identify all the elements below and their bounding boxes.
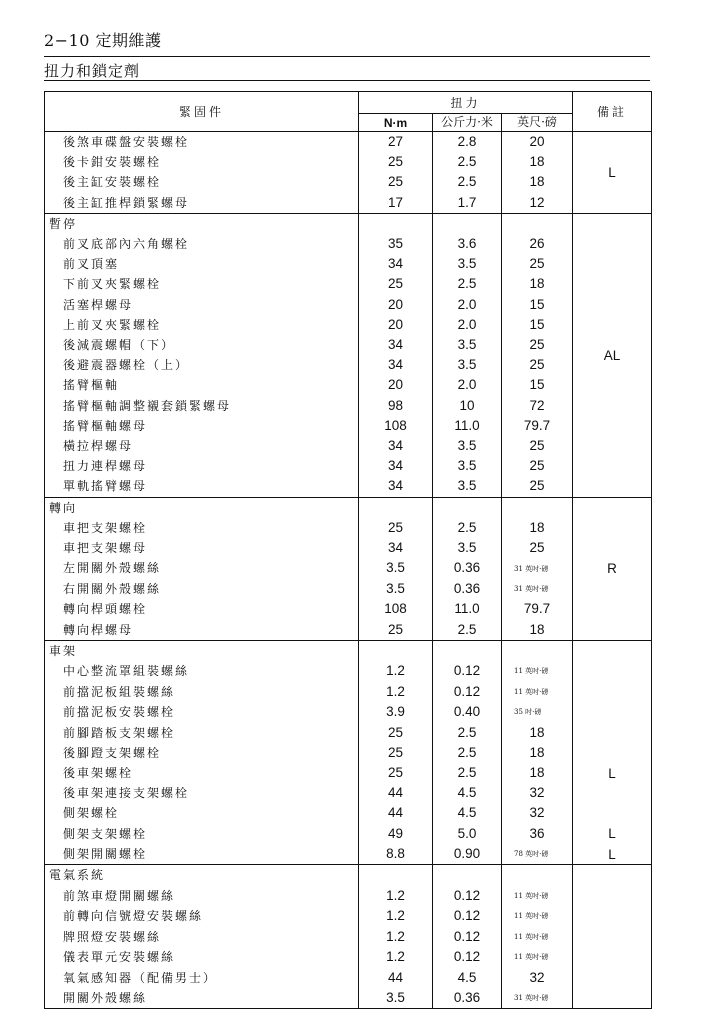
table-row: [45, 436, 652, 456]
torque-kgfm: 4.5: [433, 968, 502, 988]
fastener-name: 車把支架螺母: [45, 538, 359, 558]
torque-ftlb: [502, 558, 573, 579]
torque-nm: 44: [359, 803, 433, 823]
torque-table: [44, 91, 652, 1009]
torque-nm: 34: [359, 254, 433, 274]
empty-cell: [502, 497, 573, 518]
group-remark: [573, 865, 652, 1009]
torque-kgfm: 11.0: [433, 599, 502, 619]
fastener-name: 前叉頂塞: [45, 254, 359, 274]
torque-nm: 49: [359, 824, 433, 844]
torque-nm: 34: [359, 355, 433, 375]
torque-kgfm: 2.5: [433, 620, 502, 641]
torque-ftlb: [502, 702, 573, 723]
row-remark: L: [573, 844, 652, 865]
table-row: [45, 885, 652, 906]
torque-nm: 17: [359, 193, 433, 214]
torque-kgfm: 3.5: [433, 335, 502, 355]
torque-ftlb: 20: [502, 132, 573, 153]
fastener-name: 前腳踏板支架螺栓: [45, 723, 359, 743]
inch-pound-value: 11 英吋·磅: [514, 912, 549, 921]
fastener-name: 牌照燈安裝螺絲: [45, 927, 359, 948]
torque-ftlb: 72: [502, 396, 573, 416]
fastener-name: 轉向桿螺母: [45, 620, 359, 641]
torque-nm: 34: [359, 538, 433, 558]
table-row: [45, 803, 652, 823]
torque-nm: 3.5: [359, 579, 433, 600]
torque-kgfm: 0.12: [433, 661, 502, 682]
empty-cell: [359, 213, 433, 234]
torque-ftlb: [502, 988, 573, 1009]
table-row: [45, 172, 652, 192]
table-row: [45, 620, 652, 641]
fastener-name: 側架開關螺栓: [45, 844, 359, 865]
torque-kgfm: 0.36: [433, 558, 502, 579]
torque-nm: 1.2: [359, 906, 433, 927]
torque-kgfm: 2.5: [433, 274, 502, 294]
torque-nm: 34: [359, 436, 433, 456]
header-unit-nm: N·m: [359, 114, 433, 132]
row-remark: [573, 723, 652, 743]
torque-nm: 25: [359, 152, 433, 172]
torque-nm: 20: [359, 295, 433, 315]
torque-ftlb: 25: [502, 436, 573, 456]
table-row: [45, 968, 652, 988]
torque-kgfm: 2.5: [433, 518, 502, 538]
header-remarks: 備註: [573, 92, 652, 132]
torque-ftlb: 15: [502, 315, 573, 335]
table-row: [45, 295, 652, 315]
torque-nm: 25: [359, 723, 433, 743]
fastener-name: 前轉向信號燈安裝螺絲: [45, 906, 359, 927]
table-row: [45, 927, 652, 948]
fastener-name: 上前叉夾緊螺栓: [45, 315, 359, 335]
fastener-name: 側架螺栓: [45, 803, 359, 823]
torque-ftlb: 15: [502, 375, 573, 395]
row-remark: [573, 803, 652, 823]
fastener-name: 中心整流罩組裝螺絲: [45, 661, 359, 682]
fastener-name: 前煞車燈開關螺絲: [45, 885, 359, 906]
row-remark: L: [573, 763, 652, 783]
torque-kgfm: 5.0: [433, 824, 502, 844]
table-row: [45, 723, 652, 743]
empty-cell: [433, 213, 502, 234]
torque-kgfm: 2.5: [433, 723, 502, 743]
torque-ftlb: 25: [502, 476, 573, 497]
torque-ftlb: 25: [502, 538, 573, 558]
torque-nm: 35: [359, 234, 433, 254]
inch-pound-value: 35 吋·磅: [514, 708, 542, 717]
group-header-row: [45, 213, 652, 234]
torque-kgfm: 3.5: [433, 254, 502, 274]
empty-cell: [359, 640, 433, 661]
torque-kgfm: 2.8: [433, 132, 502, 153]
torque-ftlb: 18: [502, 152, 573, 172]
empty-cell: [433, 497, 502, 518]
row-remark: [573, 702, 652, 723]
fastener-name: 橫拉桿螺母: [45, 436, 359, 456]
header-unit-kgfm: 公斤力·米: [433, 114, 502, 132]
torque-ftlb: 15: [502, 295, 573, 315]
fastener-name: 前叉底部內六角螺栓: [45, 234, 359, 254]
torque-nm: 3.9: [359, 702, 433, 723]
table-row: [45, 661, 652, 682]
torque-nm: 44: [359, 968, 433, 988]
torque-kgfm: 0.12: [433, 681, 502, 702]
torque-ftlb: 25: [502, 355, 573, 375]
torque-nm: 25: [359, 743, 433, 763]
empty-cell: [502, 213, 573, 234]
torque-nm: 1.2: [359, 885, 433, 906]
torque-nm: 34: [359, 476, 433, 497]
fastener-name: 開關外殼螺絲: [45, 988, 359, 1009]
row-remark: [573, 743, 652, 763]
table-row: [45, 274, 652, 294]
table-row: [45, 234, 652, 254]
torque-kgfm: 3.5: [433, 476, 502, 497]
torque-nm: 108: [359, 599, 433, 619]
fastener-name: 後主缸推桿鎖緊螺母: [45, 193, 359, 214]
table-row: [45, 702, 652, 723]
torque-ftlb: 32: [502, 803, 573, 823]
torque-nm: 3.5: [359, 988, 433, 1009]
table-body: [45, 132, 652, 1009]
inch-pound-value: 31 英吋·磅: [514, 994, 549, 1003]
torque-nm: 27: [359, 132, 433, 153]
table-row: [45, 152, 652, 172]
fastener-name: 後腳蹬支架螺栓: [45, 743, 359, 763]
group-title: 電氣系統: [45, 865, 359, 886]
torque-nm: 25: [359, 763, 433, 783]
torque-kgfm: 0.12: [433, 947, 502, 968]
torque-nm: 1.2: [359, 661, 433, 682]
group-title: 轉向: [45, 497, 359, 518]
torque-nm: 44: [359, 783, 433, 803]
row-remark: [573, 783, 652, 803]
fastener-name: 前擋泥板安裝螺栓: [45, 702, 359, 723]
fastener-name: 後車架螺栓: [45, 763, 359, 783]
fastener-name: 左開關外殼螺絲: [45, 558, 359, 579]
torque-nm: 1.2: [359, 947, 433, 968]
group-title: 暫停: [45, 213, 359, 234]
fastener-name: 側架支架螺栓: [45, 824, 359, 844]
inch-pound-value: 11 英吋·磅: [514, 891, 549, 900]
torque-ftlb: [502, 579, 573, 600]
torque-ftlb: 26: [502, 234, 573, 254]
torque-ftlb: 25: [502, 335, 573, 355]
fastener-name: 後煞車碟盤安裝螺栓: [45, 132, 359, 153]
torque-kgfm: 1.7: [433, 193, 502, 214]
row-remark: [573, 640, 652, 661]
torque-ftlb: [502, 844, 573, 865]
torque-kgfm: 0.36: [433, 579, 502, 600]
torque-ftlb: [502, 927, 573, 948]
torque-ftlb: [502, 661, 573, 682]
torque-kgfm: 0.40: [433, 702, 502, 723]
torque-ftlb: 18: [502, 518, 573, 538]
subtitle-divider: [44, 80, 650, 81]
table-row: [45, 254, 652, 274]
fastener-name: 下前叉夾緊螺栓: [45, 274, 359, 294]
inch-pound-value: 78 英吋·磅: [514, 850, 549, 859]
fastener-name: 前擋泥板組裝螺絲: [45, 681, 359, 702]
fastener-name: 搖臂樞軸調整襯套鎖緊螺母: [45, 396, 359, 416]
torque-kgfm: 2.0: [433, 295, 502, 315]
torque-ftlb: 79.7: [502, 599, 573, 619]
group-remark: AL: [573, 213, 652, 497]
fastener-name: 扭力連桿螺母: [45, 456, 359, 476]
torque-kgfm: 3.5: [433, 436, 502, 456]
fastener-name: 後車架連接支架螺栓: [45, 783, 359, 803]
empty-cell: [433, 865, 502, 886]
torque-kgfm: 0.12: [433, 906, 502, 927]
table-row: [45, 315, 652, 335]
table-row: [45, 355, 652, 375]
table-row: [45, 476, 652, 497]
torque-ftlb: 18: [502, 723, 573, 743]
torque-ftlb: 18: [502, 743, 573, 763]
torque-kgfm: 0.12: [433, 927, 502, 948]
fastener-name: 後卡鉗安裝螺栓: [45, 152, 359, 172]
fastener-name: 後避震器螺栓（上）: [45, 355, 359, 375]
inch-pound-value: 31 英吋·磅: [514, 564, 549, 573]
table-row: [45, 538, 652, 558]
torque-ftlb: [502, 947, 573, 968]
row-remark: [573, 681, 652, 702]
torque-nm: 34: [359, 456, 433, 476]
group-remark: R: [573, 497, 652, 640]
torque-ftlb: 36: [502, 824, 573, 844]
torque-nm: 25: [359, 620, 433, 641]
fastener-name: 單軌搖臂螺母: [45, 476, 359, 497]
torque-kgfm: 0.12: [433, 885, 502, 906]
torque-kgfm: 2.5: [433, 172, 502, 192]
table-row: [45, 681, 652, 702]
torque-kgfm: 3.5: [433, 456, 502, 476]
torque-kgfm: 11.0: [433, 416, 502, 436]
fastener-name: 轉向桿頭螺栓: [45, 599, 359, 619]
torque-nm: 25: [359, 172, 433, 192]
torque-kgfm: 3.5: [433, 355, 502, 375]
torque-ftlb: 18: [502, 620, 573, 641]
table-row: [45, 844, 652, 865]
torque-kgfm: 3.5: [433, 538, 502, 558]
table-row: [45, 947, 652, 968]
fastener-name: 活塞桿螺母: [45, 295, 359, 315]
torque-ftlb: 25: [502, 254, 573, 274]
torque-nm: 34: [359, 335, 433, 355]
table-row: [45, 193, 652, 214]
section-title: 2−10 定期維護: [44, 31, 162, 50]
torque-kgfm: 10: [433, 396, 502, 416]
empty-cell: [433, 640, 502, 661]
torque-kgfm: 3.6: [433, 234, 502, 254]
fastener-name: 車把支架螺栓: [45, 518, 359, 538]
table-row: [45, 132, 652, 153]
torque-nm: 3.5: [359, 558, 433, 579]
torque-ftlb: 18: [502, 274, 573, 294]
table-row: [45, 579, 652, 600]
table-row: [45, 763, 652, 783]
group-title: 車架: [45, 640, 359, 661]
torque-ftlb: 32: [502, 783, 573, 803]
torque-nm: 98: [359, 396, 433, 416]
table-row: [45, 416, 652, 436]
fastener-name: 搖臂樞軸螺母: [45, 416, 359, 436]
torque-ftlb: 79.7: [502, 416, 573, 436]
fastener-name: 氧氣感知器（配備男士）: [45, 968, 359, 988]
torque-nm: 20: [359, 375, 433, 395]
fastener-name: 搖臂樞軸: [45, 375, 359, 395]
inch-pound-value: 31 英吋·磅: [514, 585, 549, 594]
torque-nm: 1.2: [359, 927, 433, 948]
table-row: [45, 988, 652, 1009]
group-remark: L: [573, 132, 652, 214]
table-row: [45, 456, 652, 476]
title-divider: [44, 56, 650, 57]
inch-pound-value: 11 英吋·磅: [514, 932, 549, 941]
table-row: [45, 599, 652, 619]
table-row: [45, 335, 652, 355]
inch-pound-value: 11 英吋·磅: [514, 667, 549, 676]
table-row: [45, 783, 652, 803]
fastener-name: 右開關外殼螺絲: [45, 579, 359, 600]
table-row: [45, 375, 652, 395]
table-row: [45, 824, 652, 844]
torque-ftlb: [502, 906, 573, 927]
torque-ftlb: 25: [502, 456, 573, 476]
empty-cell: [502, 640, 573, 661]
torque-ftlb: 18: [502, 763, 573, 783]
table-row: [45, 906, 652, 927]
header-fastener: 緊固件: [45, 92, 359, 132]
torque-kgfm: 2.5: [433, 152, 502, 172]
empty-cell: [359, 865, 433, 886]
torque-ftlb: [502, 681, 573, 702]
table-row: [45, 743, 652, 763]
group-header-row: [45, 497, 652, 518]
group-header-row: [45, 640, 652, 661]
torque-kgfm: 0.36: [433, 988, 502, 1009]
torque-nm: 25: [359, 518, 433, 538]
fastener-name: 後減震螺帽（下）: [45, 335, 359, 355]
header-torque: 扭力: [359, 92, 573, 114]
torque-nm: 25: [359, 274, 433, 294]
table-row: [45, 558, 652, 579]
torque-kgfm: 0.90: [433, 844, 502, 865]
inch-pound-value: 11 英吋·磅: [514, 953, 549, 962]
torque-nm: 8.8: [359, 844, 433, 865]
torque-ftlb: 18: [502, 172, 573, 192]
empty-cell: [502, 865, 573, 886]
torque-kgfm: 2.0: [433, 375, 502, 395]
torque-ftlb: 32: [502, 968, 573, 988]
torque-nm: 108: [359, 416, 433, 436]
torque-kgfm: 2.5: [433, 743, 502, 763]
table-row: [45, 396, 652, 416]
torque-ftlb: 12: [502, 193, 573, 214]
row-remark: L: [573, 824, 652, 844]
torque-kgfm: 2.5: [433, 763, 502, 783]
table-row: [45, 518, 652, 538]
torque-kgfm: 4.5: [433, 803, 502, 823]
fastener-name: 後主缸安裝螺栓: [45, 172, 359, 192]
torque-kgfm: 2.0: [433, 315, 502, 335]
inch-pound-value: 11 英吋·磅: [514, 687, 549, 696]
torque-ftlb: [502, 885, 573, 906]
torque-nm: 1.2: [359, 681, 433, 702]
fastener-name: 儀表單元安裝螺絲: [45, 947, 359, 968]
header-unit-ftlb: 英尺·磅: [502, 114, 573, 132]
torque-kgfm: 4.5: [433, 783, 502, 803]
empty-cell: [359, 497, 433, 518]
torque-nm: 20: [359, 315, 433, 335]
row-remark: [573, 661, 652, 682]
page-subtitle: 扭力和鎖定劑: [44, 62, 141, 80]
group-header-row: [45, 865, 652, 886]
